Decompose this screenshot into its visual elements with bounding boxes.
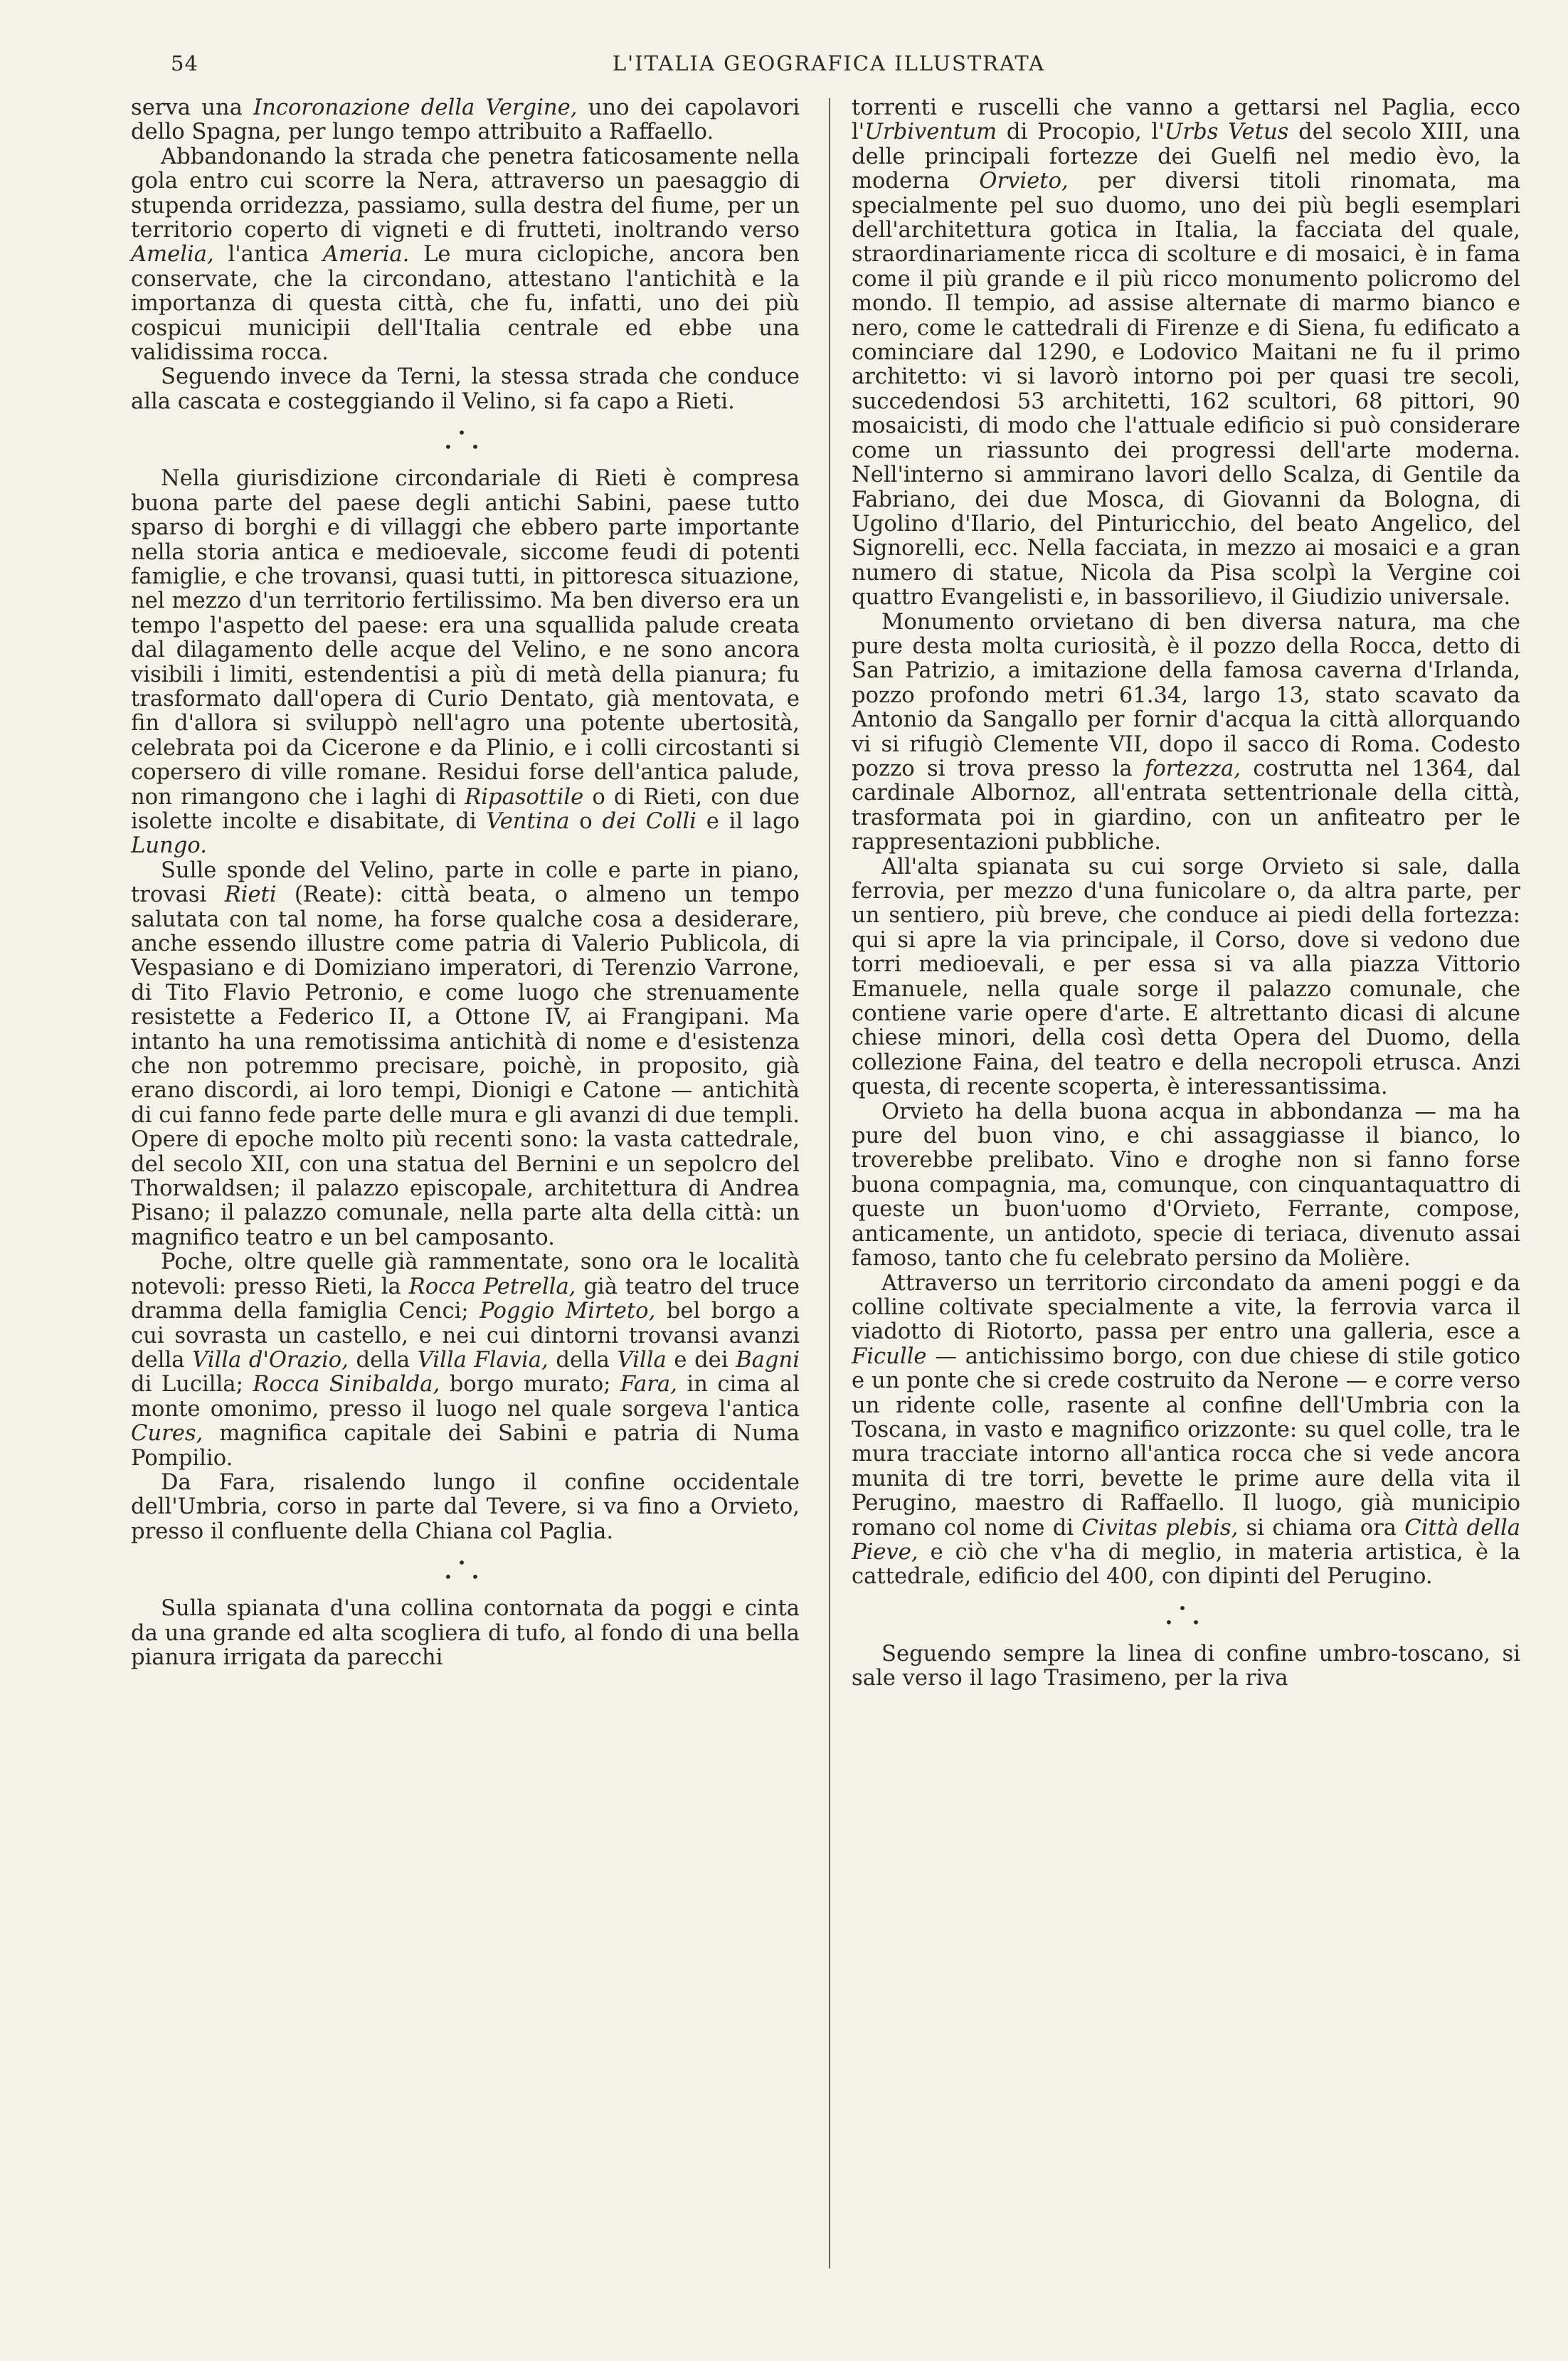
- separator-dot: •: [457, 1554, 473, 1572]
- text-run: borgo murato;: [440, 1372, 620, 1398]
- text-run: in cima al monte omonimo, presso il luogo nel quale sorgeva l'antica: [131, 1372, 800, 1422]
- paragraph: [131, 96, 800, 145]
- paragraph: [131, 365, 800, 414]
- italic-run: Fara,: [620, 1372, 677, 1398]
- italic-run: Rieti: [224, 882, 277, 908]
- italic-run: Villa: [617, 1347, 667, 1373]
- paragraph: [852, 1272, 1520, 1590]
- section-separator: [131, 1555, 800, 1584]
- section-separator: [852, 1601, 1520, 1630]
- text-run: di Procopio, l': [997, 120, 1165, 145]
- page-number: 54: [171, 51, 198, 75]
- separator-dots: • •: [444, 438, 487, 456]
- paragraph: [131, 1597, 800, 1670]
- paragraph: [852, 855, 1520, 1100]
- text-run: Le mura ciclopiche, ancora ben conservate, che la circondano, attestano l'antichità e la importanza di questa città, che fu, infatti, uno dei più cospicui municipii dell'Italia centrale ed ebbe una validissima rocca.: [131, 242, 800, 366]
- text-run: serva una: [131, 95, 254, 120]
- italic-run: Urbs Vetus: [1164, 120, 1289, 145]
- text-run: bel borgo a cui sovrasta un castello, e nei cui dintorni trovansi avanzi della: [131, 1299, 800, 1373]
- text-run: già teatro del truce dramma della famiglia Cenci;: [131, 1274, 800, 1324]
- text-run: Orvieto ha della buona acqua in abbondanza — ma ha pure del buon vino, e chi assaggiasse il bianco, lo troverebbe prelibato. Vino e droghe non si fanno forse buona compagnia, ma, comunque, con cinquantaquattro di queste un buon'uomo d'Orvieto, Ferrante, compose, anticamente, un antidoto, specie di teriaca, divenuto assai famoso, tanto che fu celebrato persino da Molière.: [852, 1099, 1520, 1272]
- italic-run: Poggio Mirteto,: [480, 1299, 656, 1324]
- text-run: Seguendo invece da Terni, la stessa strada che conduce alla cascata e costeggiando il Velino, si fa capo a Rieti.: [131, 364, 800, 414]
- italic-run: Ripasottile: [465, 784, 584, 810]
- text-run: Da Fara, risalendo lungo il confine occidentale dell'Umbria, corso in parte dal Tevere, si va fino a Orvieto, presso il confluente della Chiana col Paglia.: [131, 1469, 800, 1544]
- text-run: Sulle sponde del Velino, parte in colle e parte in piano, trovasi: [131, 857, 800, 908]
- italic-run: fortezza,: [1145, 756, 1241, 781]
- text-run: della: [548, 1347, 618, 1373]
- paragraph: [852, 611, 1520, 855]
- italic-run: Lungo.: [131, 833, 207, 859]
- italic-run: Civitas plebis,: [1081, 1515, 1239, 1541]
- italic-run: Ventina: [486, 808, 570, 834]
- separator-dots: • •: [444, 1568, 487, 1586]
- italic-run: Amelia,: [131, 242, 214, 268]
- text-run: Abbandonando la strada che penetra faticosamente nella gola entro cui scorre la Nera, attraverso un paesaggio di stupenda orridezza, passiamo, sulla destra del fiume, per un territorio coperto di vigneti e di frutteti, inoltrando verso: [131, 144, 800, 243]
- text-run: magnifica capitale dei Sabini e patria di Numa Pompilio.: [131, 1421, 800, 1471]
- text-run: e ciò che v'ha di meglio, in materia artistica, è la cattedrale, edificio del 400, con dipinti del Perugino.: [852, 1539, 1520, 1590]
- italic-run: Incoronazione della Vergine,: [253, 95, 578, 120]
- text-run: Sulla spianata d'una collina contornata da poggi e cinta da una grande ed alta scogliera di tufo, al fondo di una bella pianura irrigata da parecchi: [131, 1596, 800, 1670]
- text-run: della: [348, 1347, 418, 1373]
- text-run: Seguendo sempre la linea di confine umbro-toscano, si sale verso il lago Trasimeno, per la riva: [852, 1641, 1520, 1691]
- italic-run: Villa d'Orazio,: [192, 1347, 349, 1373]
- paragraph: [852, 1642, 1520, 1691]
- page-header: [128, 51, 1530, 87]
- left-column: [131, 96, 800, 1670]
- text-run: costrutta nel 1364, dal cardinale Albornoz, all'entrata settentrionale della città, trasformata poi in giardino, con un anfiteatro per le rappresentazioni pubbliche.: [852, 756, 1521, 855]
- column-rule: [829, 98, 830, 2268]
- text-run: e il lago: [696, 808, 800, 834]
- paragraph: [852, 96, 1520, 611]
- separator-dots: • •: [1165, 1613, 1207, 1631]
- running-title: L'ITALIA GEOGRAFICA ILLUSTRATA: [612, 51, 1046, 75]
- text-run: l'antica: [213, 242, 323, 268]
- separator-dot: •: [1178, 1599, 1194, 1617]
- text-run: uno dei capolavori dello Spagna, per lungo tempo attribuito a Raffaello.: [131, 95, 800, 145]
- italic-run: Ameria.: [322, 242, 410, 268]
- separator-dot: •: [457, 424, 473, 442]
- paragraph: [131, 467, 800, 859]
- italic-run: Villa Flavia,: [417, 1347, 549, 1373]
- italic-run: Cures,: [131, 1421, 203, 1447]
- right-column: [852, 96, 1520, 1691]
- text-run: per diversi titoli rinomata, ma specialmente pel suo duomo, uno dei più begli esemplari dell'architettura gotica in Italia, la facciata del quale, straordinariamente ricca di scolture e di mosaici, è in fama come il più grande e il più ricco monumento policromo del mondo. Il tempio, ad assise alternate di marmo bianco e nero, come le cattedrali di Firenze e di Siena, fu edificato a cominciare dal 1290, e Lodovico Maitani ne fu il primo architetto: vi si lavorò intorno poi per quasi tre secoli, succedendosi 53 architetti, 162 scultori, 68 pittori, 90 mosaicisti, di modo che l'attuale edificio si può considerare come un riassunto dei progressi dell'arte moderna. Nell'interno si ammirano lavori dello Scalza, di Gentile da Fabriano, dei due Mosca, di Giovanni da Bologna, di Ugolino d'Ilario, del Pinturicchio, del beato Angelico, del Signorelli, ecc. Nella facciata, in mezzo ai mosaici e a gran numero di statue, Nicola da Pisa scolpì la Vergine coi quattro Evangelisti e, in bassorilievo, il Giudizio universale.: [852, 169, 1520, 611]
- text-run: (Reate): città beata, o almeno un tempo salutata con tal nome, ha forse qualche cosa a desiderare, anche essendo illustre come patria di Valerio Publicola, di Vespasiano e di Domiziano imperatori, di Terenzio Varrone, di Tito Flavio Petronio, e come luogo che strenuamente resistette a Federico II, a Ottone IV, ai Frangipani. Ma intanto ha una remotissima antichità di nome e d'esistenza che non potremmo precisare, poichè, in proposito, già erano discordi, ai loro tempi, Dionigi e Catone — antichità di cui fanno fede parte delle mura e gli avanzi di due templi. Opere di epoche molto più recenti sono: la vasta cattedrale, del secolo XII, con una statua del Bernini e un sepolcro del Thorwaldsen; il palazzo episcopale, architettura di Andrea Pisano; il palazzo comunale, nella parte alta della città: un magnifico teatro e un bel camposanto.: [131, 882, 800, 1250]
- text-run: Monumento orvietano di ben diversa natura, ma che pure desta molta curiosità, è il pozzo della Rocca, detto di San Patrizio, a imitazione della famosa caverna d'Irlanda, pozzo profondo metri 61.34, largo 13, stato scavato da Antonio da Sangallo per fornir d'acqua la città allorquando vi si rifugiò Clemente VII, dopo il sacco di Roma. Codesto pozzo si trova presso la: [852, 609, 1520, 781]
- text-run: o di Rieti, con due isolette incolte e disabitate, di: [131, 784, 800, 834]
- paragraph: [131, 145, 800, 366]
- text-run: — antichissimo borgo, con due chiese di stile gotico e un ponte che si crede costruito da Nerone — e corre verso un ridente colle, rasente al confine dell'Umbria con la Toscana, in vasto e magnifico orizzonte: su quel colle, tra le mura tracciate intorno all'antica rocca che si vede ancora munita di tre torri, bevette le prime aure della vita il Perugino, maestro di Raffaello. Il luogo, già municipio romano col nome di: [852, 1343, 1520, 1541]
- text-run: si chiama ora: [1238, 1515, 1405, 1541]
- text-run: o: [569, 808, 603, 834]
- paragraph: [131, 1471, 800, 1544]
- text-run: Attraverso un territorio circondato da ameni poggi e da colline coltivate specialmente a vite, la ferrovia varca il viadotto di Riotorto, passa per entro una galleria, esce a: [852, 1270, 1520, 1345]
- paragraph: [131, 859, 800, 1251]
- italic-run: Orvieto,: [979, 169, 1069, 194]
- text-run: di Lucilla;: [131, 1372, 253, 1398]
- paragraph: [131, 1250, 800, 1471]
- text-run: torrenti e ruscelli che vanno a gettarsi nel Paglia, ecco l': [852, 95, 1520, 145]
- text-run: All'alta spianata su cui sorge Orvieto si sale, dalla ferrovia, per mezzo d'una funicolare o, da altra parte, per un sentiero, più breve, che conduce ai piedi della fortezza: qui si apre la via principale, il Corso, dove si vedono due torri medioevali, e per essa si va alla piazza Vittorio Emanuele, nella quale sorge il palazzo comunale, che contiene varie opere d'arte. E altrettanto dicasi di alcune chiese minori, della così detta Opera del Duomo, della collezione Faina, del teatro e della necropoli etrusca. Anzi questa, di recente scoperta, è interessantissima.: [852, 854, 1520, 1100]
- text-run: Nella giurisdizione circondariale di Rieti è compresa buona parte del paese degli antichi Sabini, paese tutto sparso di borghi e di villaggi che ebbero parte importante nella storia antica e medioevale, siccome feudi di potenti famiglie, e che trovansi, quasi tutti, in pittoresca situazione, nel mezzo d'un territorio fertilissimo. Ma ben diverso era un tempo l'aspetto del paese: era una squallida palude creata dal dilagamento delle acque del Velino, e ne sono ancora visibili i limiti, estendentisi a più di metà della pianura; fu trasformato dall'opera di Curio Dentato, già mentovata, e fin d'allora si sviluppò nell'agro una potente ubertosità, celebrata poi da Cicerone e da Plinio, e i colli circostanti si copersero di ville romane. Residui forse dell'antica palude, non rimangono che i laghi di: [131, 466, 800, 810]
- italic-run: Rocca Petrella,: [408, 1274, 576, 1299]
- text-run: e dei: [666, 1347, 736, 1373]
- italic-run: dei Colli: [602, 808, 696, 834]
- paragraph: [852, 1100, 1520, 1272]
- section-separator: [131, 426, 800, 454]
- text-run: Poche, oltre quelle già rammentate, sono ora le località notevoli: presso Rieti, la: [131, 1250, 800, 1299]
- italic-run: Bagni: [736, 1347, 800, 1373]
- text-run: del secolo XIII, una delle principali fortezze dei Guelfi nel medio èvo, la moderna: [852, 120, 1521, 194]
- italic-run: Rocca Sinibalda,: [253, 1372, 440, 1398]
- italic-run: Città della Pieve,: [852, 1515, 1520, 1565]
- italic-run: Ficulle: [852, 1343, 927, 1369]
- italic-run: Urbiventum: [864, 120, 997, 145]
